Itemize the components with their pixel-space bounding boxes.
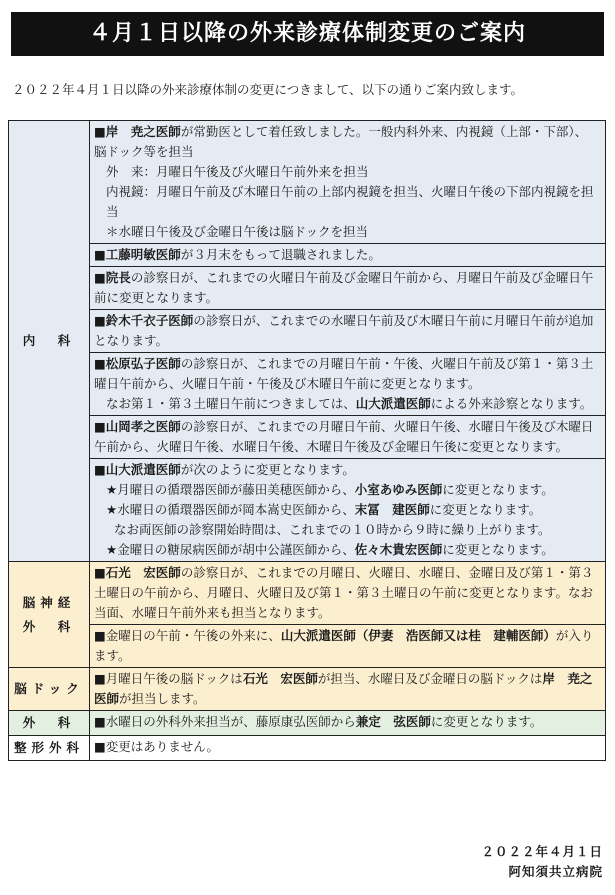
notice-text: なお第１・第３土曜日午前につきましては、 — [106, 396, 356, 411]
section-row-seikei — [9, 736, 606, 761]
notice-line — [94, 162, 599, 182]
emphasized-text: ■山大派遣医師 — [94, 462, 181, 477]
section-label — [9, 562, 90, 668]
notice-entry — [90, 668, 605, 710]
department-table — [8, 120, 606, 761]
notice-line — [94, 417, 599, 457]
notice-text: ■月曜日午後の脳ドックは — [94, 671, 243, 686]
section-row-noshin — [9, 668, 606, 711]
notice-line — [94, 222, 599, 242]
notice-text: に変更となります。 — [442, 542, 554, 557]
notice-text: が入ります。 — [94, 628, 594, 663]
notice-text: ★水曜日の循環器医師が岡本嵩史医師から、 — [106, 502, 355, 517]
notice-text: ＊水曜日午後及び金曜日午後は脳ドックを担当 — [106, 224, 369, 239]
notice-line — [94, 500, 599, 520]
notice-line — [94, 182, 599, 222]
emphasized-text: 兼定 弦医師 — [355, 714, 431, 729]
section-label-text: 外 科 — [22, 618, 76, 634]
notice-text: ■水曜日の外科外来担当が、藤原康弘医師から — [94, 714, 356, 729]
emphasized-text: 小室あゆみ医師 — [354, 482, 443, 497]
notice-entry — [90, 625, 605, 667]
notice-text: の診察日が、これまでの水曜日午前及び木曜日午前に月曜日午前が追加となります。 — [94, 313, 594, 348]
footer — [481, 842, 603, 882]
notice-line — [94, 245, 599, 265]
section-content — [90, 711, 606, 736]
emphasized-text: ■山岡孝之医師 — [94, 419, 181, 434]
section-row-geka — [9, 711, 606, 736]
section-label-text: 脳神経 — [22, 594, 76, 610]
notice-line — [94, 540, 599, 560]
section-label-text: 内 科 — [22, 333, 76, 348]
emphasized-text: 山大派遣医師 — [355, 396, 431, 411]
notice-text: が常勤医として着任致しました。一般内科外来、内視鏡（上部・下部）、脳ドック等を担当 — [94, 124, 588, 159]
emphasized-text: ■鈴木千衣子医師 — [94, 313, 194, 328]
section-label-text: 整形外科 — [13, 740, 84, 755]
notice-entry — [90, 121, 605, 244]
notice-text: の診察日が、これまでの月曜日午前・午後、火曜日午前及び第１・第３土曜日午前から、火曜日午前・午後及び木曜日午前に変更となります。 — [94, 356, 594, 391]
notice-line — [94, 122, 599, 162]
notice-line — [94, 737, 599, 757]
notice-entry — [90, 416, 605, 459]
section-content — [90, 121, 606, 562]
notice-entry — [90, 267, 605, 310]
section-content — [90, 736, 606, 761]
notice-text: ★月曜日の循環器医師が藤田美穂医師から、 — [106, 482, 355, 497]
emphasized-text: 岸 尭之医師 — [94, 671, 593, 706]
notice-text: に変更となります。 — [442, 482, 554, 497]
emphasized-text: 佐々木貴宏医師 — [354, 542, 443, 557]
notice-text: が担当、水曜日及び金曜日の脳ドックは — [317, 671, 543, 686]
section-row-naika — [9, 121, 606, 562]
notice-entry — [90, 353, 605, 416]
notice-line — [94, 354, 599, 394]
notice-text: に変更となります。 — [430, 714, 543, 729]
notice-line — [94, 394, 599, 414]
emphasized-text: 末冨 建医師 — [354, 502, 430, 517]
notice-text: に変更となります。 — [429, 502, 542, 517]
footer-date: ２０２２年４月１日 — [481, 844, 603, 859]
notice-line — [94, 563, 599, 623]
section-label — [9, 121, 90, 562]
notice-entry — [90, 711, 605, 733]
notice-line — [94, 669, 599, 709]
notice-text: が担当します。 — [119, 691, 206, 706]
section-label — [9, 668, 90, 711]
section-content — [90, 562, 606, 668]
emphasized-text: ■工藤明敏医師 — [94, 247, 181, 262]
notice-line — [94, 480, 599, 500]
notice-line — [94, 626, 599, 666]
notice-text: の診察日が、これまでの火曜日午前及び金曜日午前から、月曜日午前及び金曜日午前に変更となります。 — [94, 270, 594, 305]
notice-entry — [90, 562, 605, 625]
emphasized-text: ■松原弘子医師 — [94, 356, 181, 371]
notice-text: 内視鏡：月曜日午前及び木曜日午前の上部内視鏡を担当、火曜日午後の下部内視鏡を担当 — [106, 184, 594, 219]
page-title: ４月１日以降の外来診療体制変更のご案内 — [11, 12, 604, 56]
emphasized-text: ■岸 尭之医師 — [94, 124, 181, 139]
notice-text: の診察日が、これまでの月曜日午前、火曜日午後、水曜日午後及び木曜日午前から、火曜日午後、水曜日午後、木曜日午後及び金曜日午後に変更となります。 — [94, 419, 594, 454]
notice-text: の診察日が、これまでの月曜日、火曜日、水曜日、金曜日及び第１・第３土曜日の午前から、月曜日、火曜日及び第１・第３土曜日の午前に変更となります。なお当面、水曜日午前外来も担当となります。 — [94, 565, 594, 620]
emphasized-text: 石光 宏医師 — [242, 671, 318, 686]
section-label — [9, 736, 90, 761]
notice-entry — [90, 244, 605, 267]
notice-text: ■変更はありません。 — [94, 739, 220, 754]
notice-text: が次のように変更となります。 — [180, 462, 355, 477]
notice-line — [94, 712, 599, 732]
notice-line — [94, 460, 599, 480]
notice-text: が３月末をもって退職されました。 — [180, 247, 381, 262]
emphasized-text: ■院長 — [94, 270, 131, 285]
notice-text: ★金曜日の糖尿病医師が胡中公謹医師から、 — [106, 542, 355, 557]
notice-text: なお両医師の診察開始時間は、これまでの１０時から９時に繰り上がります。 — [114, 522, 551, 537]
notice-text: による外来診察となります。 — [430, 396, 593, 411]
section-content — [90, 668, 606, 711]
section-label-text: 外 科 — [22, 715, 76, 730]
section-row-noshin — [9, 562, 606, 668]
notice-text: ■金曜日の午前・午後の外来に、 — [94, 628, 281, 643]
intro-text: ２０２２年４月１日以降の外来診療体制の変更につきまして、以下の通りご案内致します。 — [12, 82, 524, 97]
emphasized-text: 山大派遣医師（伊妻 浩医師又は桂 建輔医師） — [280, 628, 556, 643]
section-label — [9, 711, 90, 736]
notice-entry — [90, 736, 605, 758]
section-label-text: 脳ドック — [14, 681, 84, 696]
notice-line — [94, 520, 599, 540]
notice-line — [94, 311, 599, 351]
notice-entry — [90, 459, 605, 561]
notice-entry — [90, 310, 605, 353]
emphasized-text: ■石光 宏医師 — [94, 565, 181, 580]
notice-line — [94, 268, 599, 308]
footer-hospital: 阿知須共立病院 — [508, 864, 603, 879]
notice-text: 外 来：月曜日午後及び火曜日午前外来を担当 — [106, 164, 369, 179]
